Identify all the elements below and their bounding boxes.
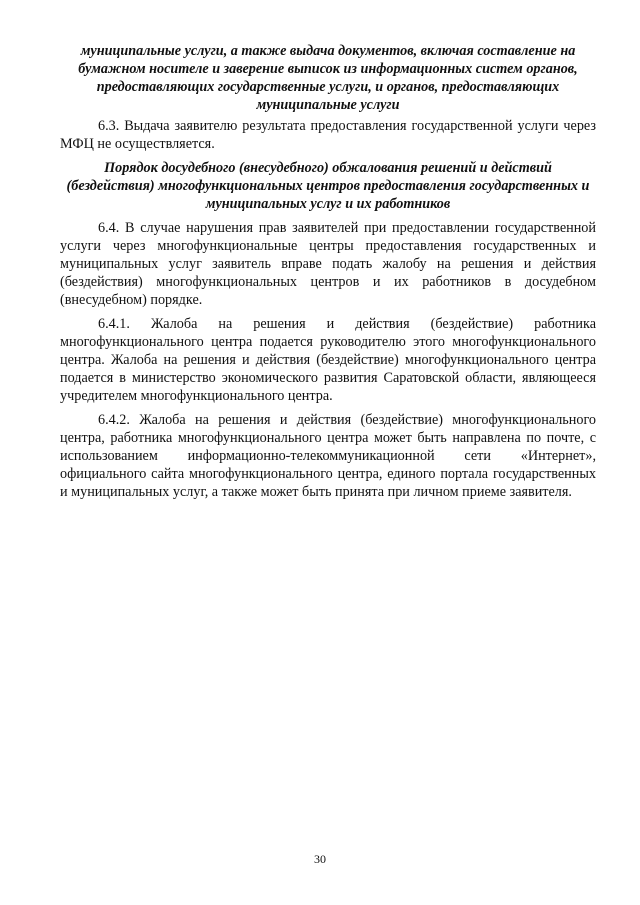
paragraph-6-4-2: 6.4.2. Жалоба на решения и действия (бездействие) многофункционального центра, работника многофункционального центра может быть направлена по почте, с использованием информационно-телекоммуникационной сети «Интернет», официального сайта многофункционального центра, единого портала государственных и муниципальных услуг, а также может быть принята при личном приеме заявителя.	[60, 412, 596, 500]
document-page	[60, 42, 596, 501]
paragraph-6-3: 6.3. Выдача заявителю результата предоставления государственной услуги через МФЦ не осуществляется.	[60, 118, 596, 152]
section-heading-appeal: Порядок досудебного (внесудебного) обжалования решений и действий (бездействия) многофункциональных центров предоставления государственных и муниципальных услуг и их работников	[66, 160, 590, 212]
section-heading-continuation: муниципальные услуги, а также выдача документов, включая составление на бумажном носителе и заверение выписок из информационных систем органов, предоставляющих государственные услуги, и органов, предоставляющих муниципальные услуги	[78, 43, 578, 113]
paragraph-6-4-1: 6.4.1. Жалоба на решения и действия (бездействие) работника многофункционального центра подается руководителю этого многофункционального центра. Жалоба на решения и действия (бездействие) многофункционального центра подается в министерство экономического развития Саратовской области, являющееся учредителем многофункционального центра.	[60, 316, 596, 404]
paragraph-6-4: 6.4. В случае нарушения прав заявителей при предоставлении государственной услуги через многофункциональные центры предоставления государственных и муниципальных услуг заявитель вправе подать жалобу на решения и действия (бездействия) многофункциональных центров и их работников в досудебном (внесудебном) порядке.	[60, 220, 596, 308]
page-number: 30	[314, 852, 326, 866]
